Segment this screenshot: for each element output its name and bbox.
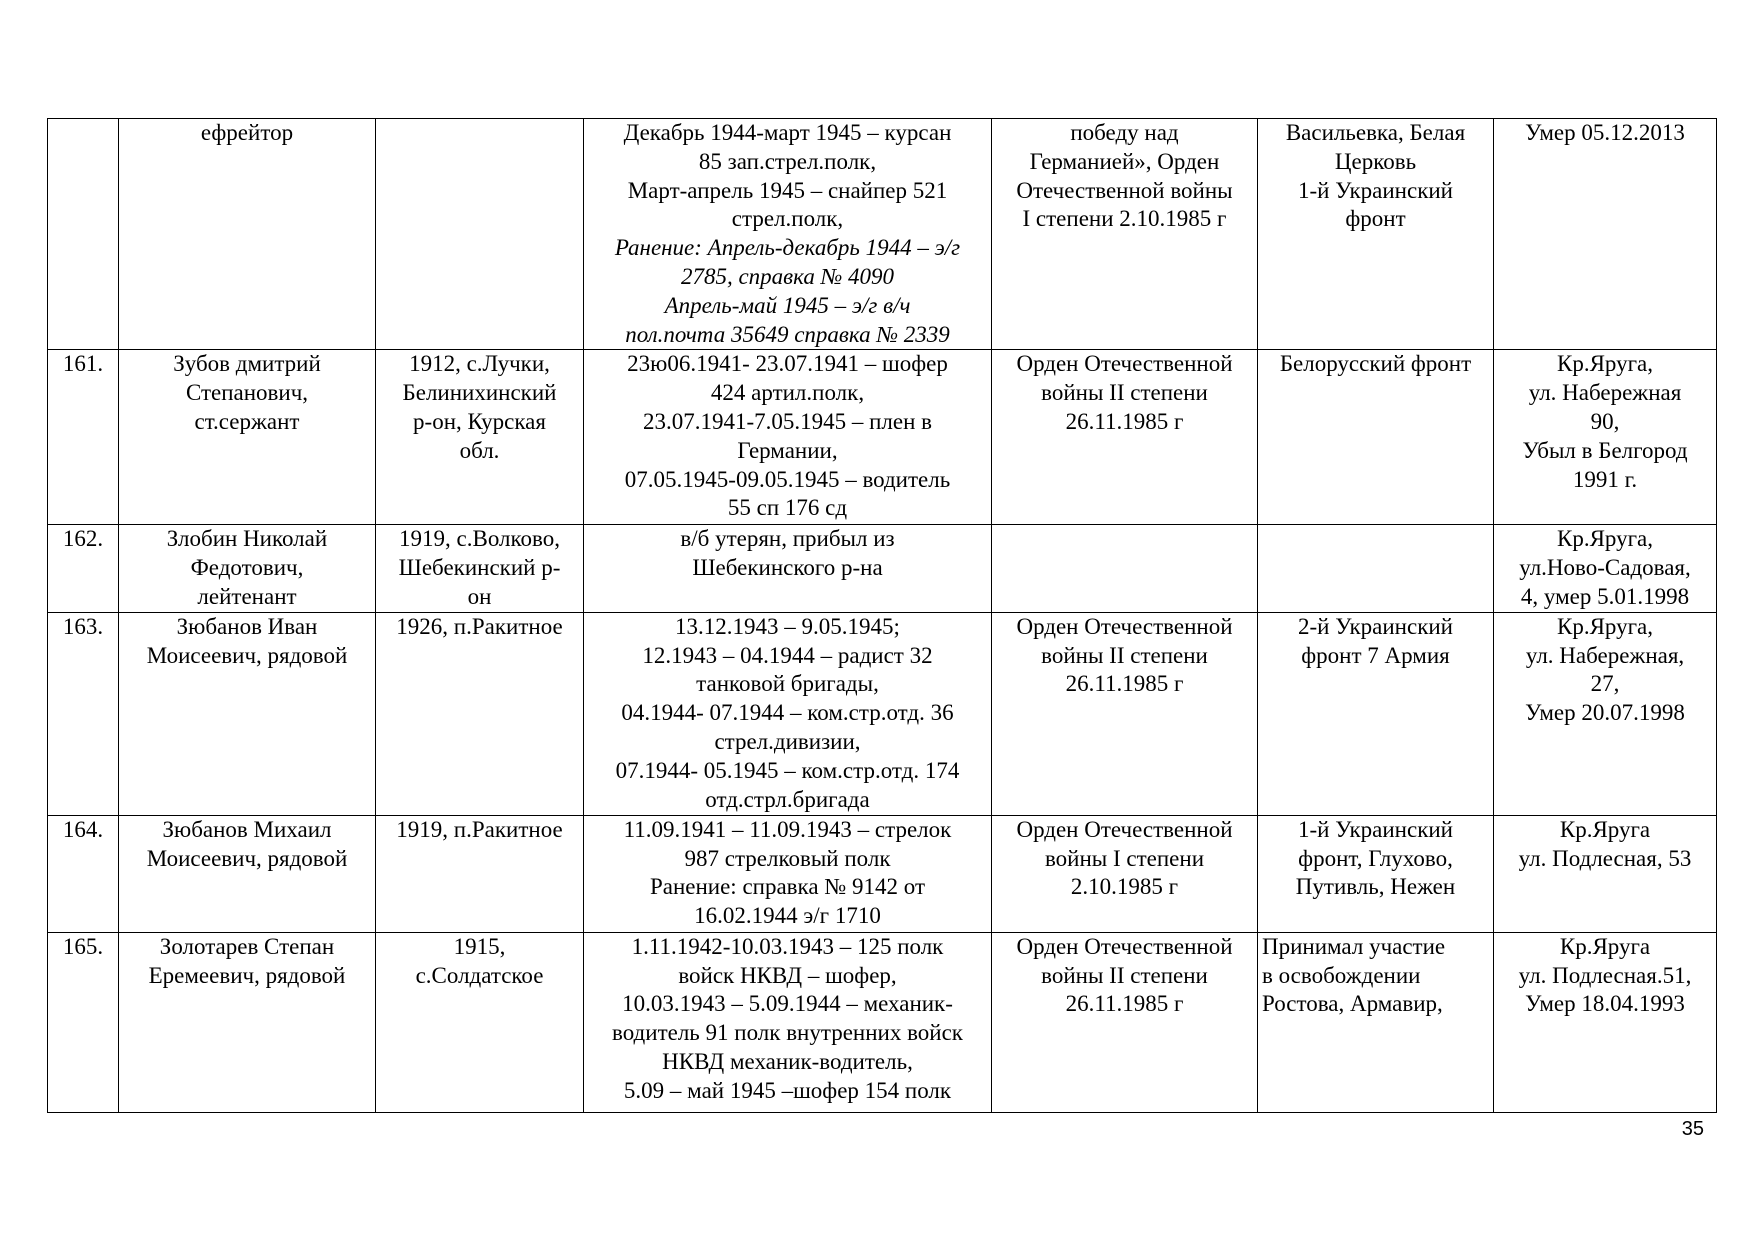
front-line: 2-й Украинский [1298, 613, 1453, 639]
table-row [48, 350, 1717, 525]
name-rank-line: Зубов дмитрий [173, 351, 321, 377]
service-record-line: отд.стрл.бригада [705, 786, 870, 812]
awards-line: Орден Отечественной [1016, 816, 1233, 842]
name-rank-line: Злобин Николай [166, 526, 328, 552]
front-line: 1-й Украинский [1298, 177, 1453, 203]
service-record-line: 1.11.1942-10.03.1943 – 125 полк [631, 933, 944, 959]
service-record-cell [584, 525, 992, 612]
name-rank-cell [119, 815, 376, 932]
birth-place-cell [376, 119, 584, 350]
awards-cell [992, 815, 1258, 932]
row-number-text: 165. [62, 933, 104, 959]
front-cell [1258, 612, 1494, 815]
birth-place-line: Шебекинский р- [398, 555, 561, 581]
row-number-text: 162. [62, 526, 104, 552]
service-record-line: Шебекинского р-на [692, 555, 883, 581]
address-line: ул. Набережная, [1525, 642, 1685, 668]
service-record-line: стрел.полк, [731, 206, 844, 232]
birth-place-cell [376, 525, 584, 612]
name-rank-line: лейтенант [197, 583, 297, 609]
address-line: Кр.Яруга, [1556, 351, 1654, 377]
service-record-line: 11.09.1941 – 11.09.1943 – стрелок [623, 816, 952, 842]
service-record-line: стрел.дивизии, [714, 728, 861, 754]
name-rank-line: Моисеевич, рядовой [146, 845, 348, 871]
birth-place-line: 1919, с.Волково, [399, 526, 560, 552]
front-cell [1258, 525, 1494, 612]
birth-place-line: 1912, с.Лучки, [409, 351, 550, 377]
awards-line: Отечественной войны [1016, 177, 1233, 203]
address-line: 4, умер 5.01.1998 [1520, 583, 1690, 609]
service-record-cell [584, 815, 992, 932]
table-row [48, 119, 1717, 350]
table-body [48, 119, 1717, 1113]
name-rank-line: Степанович, [185, 380, 309, 406]
front-line: Принимал участие [1262, 933, 1446, 959]
address-cell [1494, 815, 1717, 932]
address-line: 27, [1590, 671, 1620, 697]
service-record-line: Март-апрель 1945 – снайпер 521 [627, 177, 948, 203]
address-line: Убыл в Белгород [1522, 437, 1688, 463]
row-number-cell [48, 932, 119, 1112]
birth-place-line: 1915, [453, 933, 506, 959]
awards-cell [992, 612, 1258, 815]
address-line: 90, [1590, 408, 1620, 434]
address-line: Кр.Яруга, [1556, 613, 1654, 639]
name-rank-cell [119, 612, 376, 815]
service-record-line: 85 зап.стрел.полк, [698, 148, 877, 174]
name-rank-line: Зюбанов Иван [176, 613, 318, 639]
birth-place-line: 1919, п.Ракитное [396, 816, 563, 842]
front-line: Васильевка, Белая [1285, 120, 1466, 145]
row-number-text: 164. [62, 816, 104, 842]
service-record-cell [584, 119, 992, 350]
table-row [48, 612, 1717, 815]
table-row [48, 815, 1717, 932]
awards-line: 26.11.1985 г [1065, 991, 1184, 1017]
service-record-line: 10.03.1943 – 5.09.1944 – механик- [622, 991, 953, 1017]
awards-line: 2.10.1985 г [1070, 874, 1179, 900]
awards-line: 26.11.1985 г [1065, 671, 1184, 697]
address-line: 1991 г. [1572, 466, 1638, 492]
service-record-line: 23ю06.1941- 23.07.1941 – шофер [627, 351, 948, 377]
service-record-line: Ранение: справка № 9142 от [649, 874, 926, 900]
service-record-line: 13.12.1943 – 9.05.1945; [675, 613, 900, 639]
service-record-line: 2785, справка № 4090 [680, 263, 895, 289]
name-rank-cell [119, 119, 376, 350]
birth-place-line: р-он, Курская [413, 408, 546, 434]
name-rank-line: Еремеевич, рядовой [148, 962, 346, 988]
service-record-line: 55 сп 176 сд [727, 495, 848, 521]
front-line: фронт [1345, 206, 1406, 232]
address-cell [1494, 119, 1717, 350]
awards-line: войны II степени [1041, 380, 1208, 406]
awards-line: I степени 2.10.1985 г [1022, 206, 1227, 232]
awards-line: Орден Отечественной [1016, 933, 1233, 959]
service-record-line: 12.1943 – 04.1944 – радист 32 [642, 642, 933, 668]
address-line: ул. Набережная [1528, 380, 1682, 406]
birth-place-cell [376, 815, 584, 932]
service-record-line: 04.1944- 07.1944 – ком.стр.отд. 36 [621, 700, 954, 726]
table-row [48, 932, 1717, 1112]
address-cell [1494, 932, 1717, 1112]
service-record-line: 16.02.1944 э/г 1710 [694, 903, 881, 929]
service-record-cell [584, 612, 992, 815]
address-cell [1494, 525, 1717, 612]
awards-cell [992, 525, 1258, 612]
service-record-line: Германии, [737, 437, 838, 463]
service-record-line: пол.почта 35649 справка № 2339 [625, 321, 950, 347]
address-cell [1494, 350, 1717, 525]
row-number-cell [48, 525, 119, 612]
front-line: Белорусский фронт [1279, 351, 1472, 377]
name-rank-line: ст.сержант [194, 408, 300, 434]
service-record-line: водитель 91 полк внутренних войск [612, 1020, 963, 1046]
front-cell [1258, 932, 1494, 1112]
service-record-line: танковой бригады, [696, 671, 879, 697]
front-line: 1-й Украинский [1298, 816, 1453, 842]
address-line: ул.Ново-Садовая, [1519, 555, 1691, 581]
address-line: ул. Подлесная, 53 [1518, 845, 1692, 871]
address-line: ул. Подлесная.51, [1518, 962, 1692, 988]
awards-line: 26.11.1985 г [1065, 408, 1184, 434]
service-record-line: НКВД механик-водитель, [662, 1048, 913, 1074]
front-line: в освобождении [1262, 962, 1421, 988]
birth-place-line: с.Солдатское [415, 962, 544, 988]
awards-line: войны II степени [1041, 642, 1208, 668]
service-record-line: в/б утерян, прибыл из [680, 526, 895, 552]
name-rank-line: Федотович, [190, 555, 304, 581]
awards-line: Орден Отечественной [1016, 613, 1233, 639]
name-rank-line: ефрейтор [200, 120, 294, 145]
address-line: Кр.Яруга, [1556, 526, 1654, 552]
service-record-line: войск НКВД – шофер, [678, 962, 897, 988]
front-line: фронт, Глухово, [1298, 845, 1453, 871]
front-cell [1258, 119, 1494, 350]
address-cell [1494, 612, 1717, 815]
birth-place-line: обл. [459, 437, 500, 463]
front-line: Ростова, Армавир, [1262, 991, 1443, 1017]
service-record-line: 07.05.1945-09.05.1945 – водитель [624, 466, 951, 492]
table-row [48, 525, 1717, 612]
awards-cell [992, 932, 1258, 1112]
name-rank-cell [119, 525, 376, 612]
row-number-text: 163. [62, 613, 104, 639]
row-number-text: 161. [62, 351, 104, 377]
awards-line: Орден Отечественной [1016, 351, 1233, 377]
front-line: Путивль, Нежен [1295, 874, 1456, 900]
front-cell [1258, 815, 1494, 932]
birth-place-line: он [467, 583, 492, 609]
service-record-line: 424 артил.полк, [710, 380, 865, 406]
name-rank-line: Зюбанов Михаил [162, 816, 332, 842]
service-record-line: Ранение: Апрель-декабрь 1944 – э/г [614, 235, 961, 261]
service-record-line: 23.07.1941-7.05.1945 – плен в [642, 408, 933, 434]
veterans-table [47, 118, 1717, 1113]
birth-place-line: 1926, п.Ракитное [396, 613, 563, 639]
front-line: Церковь [1334, 148, 1417, 174]
address-line: Умер 05.12.2013 [1525, 120, 1685, 145]
service-record-line: Декабрь 1944-март 1945 – курсан [623, 120, 952, 145]
service-record-line: 07.1944- 05.1945 – ком.стр.отд. 174 [615, 757, 960, 783]
address-line: Кр.Яруга [1559, 933, 1651, 959]
row-number-cell [48, 612, 119, 815]
service-record-line: 987 стрелковый полк [684, 845, 891, 871]
birth-place-cell [376, 612, 584, 815]
name-rank-line: Золотарев Степан [159, 933, 335, 959]
name-rank-cell [119, 932, 376, 1112]
birth-place-cell [376, 932, 584, 1112]
awards-line: победу над [1070, 120, 1179, 145]
address-line: Кр.Яруга [1559, 816, 1651, 842]
awards-line: войны II степени [1041, 962, 1208, 988]
awards-cell [992, 350, 1258, 525]
name-rank-line: Моисеевич, рядовой [146, 642, 348, 668]
service-record-line: Апрель-май 1945 – э/г в/ч [664, 292, 911, 318]
row-number-cell [48, 815, 119, 932]
awards-line: войны I степени [1044, 845, 1205, 871]
service-record-cell [584, 350, 992, 525]
awards-line: Германией», Орден [1029, 148, 1220, 174]
front-line: фронт 7 Армия [1301, 642, 1450, 668]
name-rank-cell [119, 350, 376, 525]
birth-place-cell [376, 350, 584, 525]
address-line: Умер 18.04.1993 [1525, 991, 1685, 1017]
service-record-cell [584, 932, 992, 1112]
row-number-cell [48, 119, 119, 350]
service-record-line: 5.09 – май 1945 –шофер 154 полк [623, 1077, 952, 1103]
front-cell [1258, 350, 1494, 525]
birth-place-line: Белинихинский [402, 380, 557, 406]
awards-cell [992, 119, 1258, 350]
row-number-cell [48, 350, 119, 525]
address-line: Умер 20.07.1998 [1525, 700, 1685, 726]
page-number: 35 [1681, 1118, 1704, 1140]
